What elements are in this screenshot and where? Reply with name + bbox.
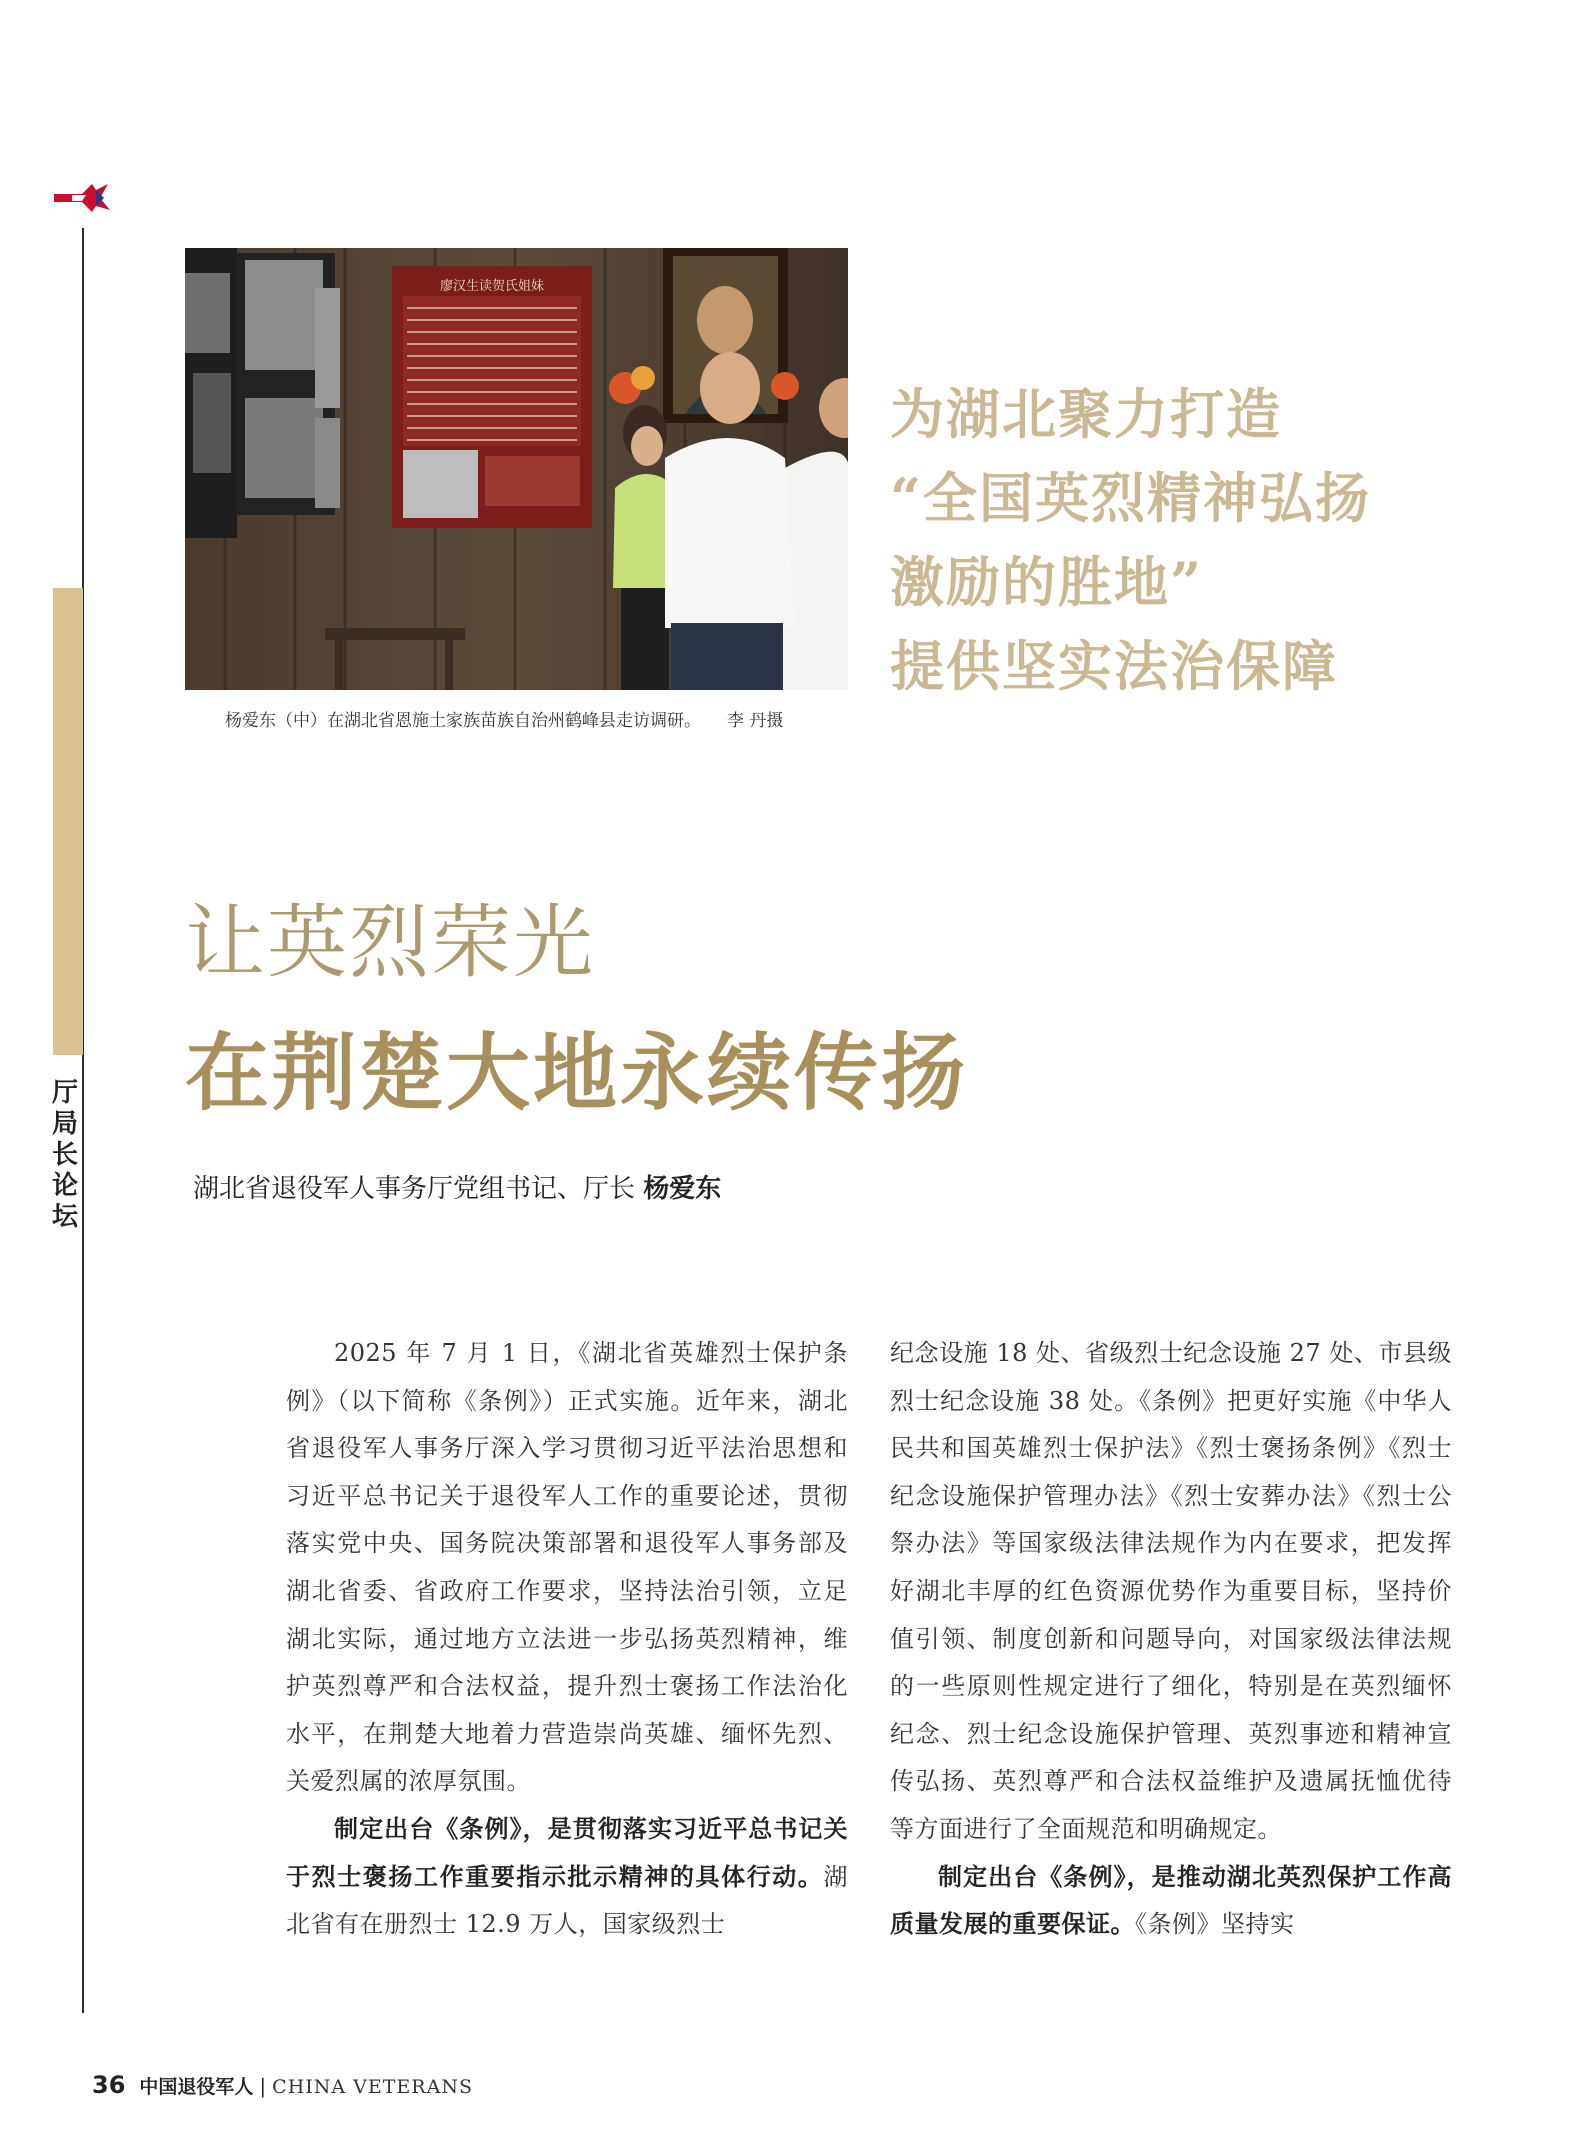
body-column-2 <box>890 1330 1452 1949</box>
body-text: 《条例》坚持实 <box>1135 1910 1295 1939</box>
pull-quote-line: 提供坚实法治保障 <box>890 634 1338 698</box>
section-accent-bar <box>53 588 83 1055</box>
page-number: 36 <box>92 2071 126 2099</box>
photo-caption <box>225 706 845 731</box>
pull-quote-line: 激励的胜地” <box>890 550 1204 614</box>
headline-line-2: 在荆楚大地永续传扬 <box>185 1024 969 1122</box>
body-lead-bold: 制定出台《条例》，是贯彻落实习近平总书记关于烈士褒扬工作重要指示批示精神的具体行动。 <box>286 1814 848 1891</box>
headline-line-1: 让英烈荣光 <box>185 896 595 989</box>
board-title: 廖汉生读贺氏姐妹 <box>439 279 545 294</box>
left-margin-rule <box>82 228 84 2013</box>
body-paragraph: 2025 年 7 月 1 日，《湖北省英雄烈士保护条例》（以下简称《条例》）正式实施。近年来，湖北省退役军人事务厅深入学习贯彻习近平法治思想和习近平总书记关于退役军人工作的重要论述，贯彻落实党中央、国务院决策部署和退役军人事务部及湖北省委、省政府工作要求，坚持法治引领，立足湖北实际，通过地方立法进一步弘扬英烈精神，维护英烈尊严和合法权益，提升烈士褒扬工作法治化水平，在荆楚大地着力营造崇尚英雄、缅怀先烈、关爱烈属的浓厚氛围。 <box>286 1339 848 1796</box>
body-column-1 <box>286 1330 848 1949</box>
section-label-char: 坛 <box>51 1202 78 1232</box>
magazine-name-en: CHINA VETERANS <box>272 2076 473 2098</box>
body-paragraph: 纪念设施 18 处、省级烈士纪念设施 27 处、市县级烈士纪念设施 38 处。《条例》把更好实施《中华人民共和国英雄烈士保护法》《烈士褒扬条例》《烈士纪念设施保护管理办法》《烈士安葬办法》《烈士公祭办法》等国家级法律法规作为内在要求，把发挥好湖北丰厚的红色资源优势作为重要目标，坚持价值引领、制度创新和问题导向，对国家级法律法规的一些原则性规定进行了细化，特别是在英烈缅怀纪念、烈士纪念设施保护管理、英烈事迹和精神宣传弘扬、英烈尊严和合法权益维护及遗属抚恤优待等方面进行了全面规范和明确规定。 <box>890 1339 1452 1843</box>
feature-photo <box>185 248 848 690</box>
pull-quote <box>890 372 1450 708</box>
body-paragraph <box>286 1806 848 1949</box>
body-paragraph <box>890 1854 1452 1949</box>
section-label <box>48 1078 82 1233</box>
footer-separator: | <box>259 2074 267 2098</box>
section-label-char: 论 <box>51 1171 78 1201</box>
byline-position: 湖北省退役军人事务厅党组书记、厅长 <box>193 1174 636 1204</box>
magazine-name: 中国退役军人 <box>139 2076 254 2098</box>
magazine-logo-icon <box>52 180 112 216</box>
section-label-char: 长 <box>51 1140 78 1170</box>
pull-quote-line: 为湖北聚力打造 <box>890 382 1282 446</box>
section-label-char: 局 <box>51 1109 78 1139</box>
body-lead-bold: 制定出台《条例》，是推动湖北英烈保护工作高质量发展的重要保证。 <box>890 1862 1452 1939</box>
caption-text: 杨爱东（中）在湖北省恩施土家族苗族自治州鹤峰县走访调研。 <box>225 711 701 731</box>
byline <box>193 1168 721 1205</box>
pull-quote-line: “全国英烈精神弘扬 <box>890 466 1372 530</box>
body-text: 湖北省有在册烈士 12.9 万人，国家级烈士 <box>286 1862 848 1939</box>
photo-credit: 李 丹摄 <box>727 711 784 731</box>
byline-name: 杨爱东 <box>643 1174 722 1204</box>
section-label-char: 厅 <box>51 1078 78 1108</box>
page-footer <box>92 2071 473 2099</box>
